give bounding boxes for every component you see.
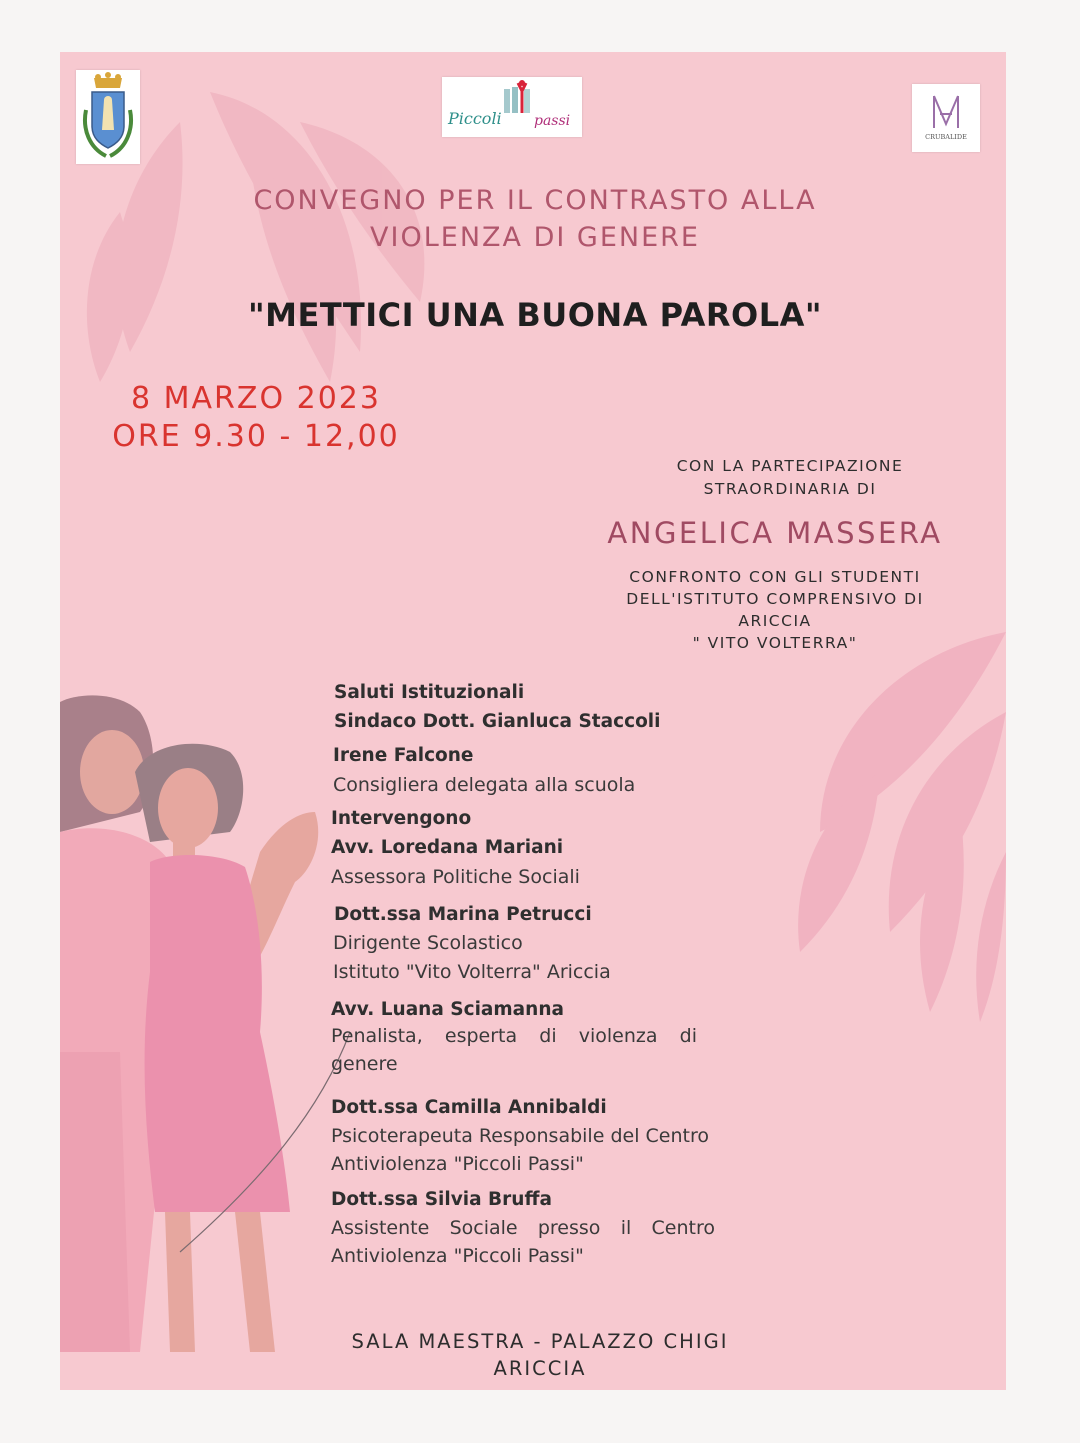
crubalide-logo-text: CRUBALIDE [925,133,967,141]
program-line: Dott.ssa Marina Petrucci [334,904,592,925]
passi-logo-text: passi [534,113,571,129]
comune-crest-icon [76,70,140,164]
crubalide-logo [912,84,980,152]
confronto-line-2: DELL'ISTITUTO COMPRENSIVO DI [626,590,924,608]
program-line: Sindaco Dott. Gianluca Staccoli [334,711,661,732]
event-poster [60,52,1006,1390]
program-line: Istituto "Vito Volterra" Ariccia [333,961,611,983]
participation-line-2: STRAORDINARIA DI [703,480,877,498]
program-line: Avv. Loredana Mariani [331,837,564,858]
venue-line-1: SALA MAESTRA - PALAZZO CHIGI [351,1330,729,1353]
confronto-text [560,566,990,654]
program-line: Antiviolenza "Piccoli Passi" [331,1153,584,1175]
confronto-line-1: CONFRONTO CON GLI STUDENTI [629,568,921,586]
event-date: 8 MARZO 2023 [131,381,381,416]
event-time: ORE 9.30 - 12,00 [112,419,400,454]
program-line: Antiviolenza "Piccoli Passi" [331,1245,584,1267]
program-line: Avv. Luana Sciamanna [331,999,564,1020]
program-line: Assessora Politiche Sociali [331,866,580,888]
guest-name: ANGELICA MASSERA [607,516,943,550]
comune-crest-logo [76,70,140,164]
title-line-2: VIOLENZA DI GENERE [370,222,700,253]
piccoli-logo-text: Piccoli [448,109,502,128]
program-line: Dott.ssa Silvia Bruffa [331,1189,552,1210]
leaf-decoration-right [798,632,1006,1022]
program-line: Dott.ssa Camilla Annibaldi [331,1097,607,1118]
program-line: Intervengono [331,808,472,829]
program-line: Dirigente Scolastico [333,932,523,954]
venue [210,1328,870,1382]
participation-line-1: CON LA PARTECIPAZIONE [676,457,904,475]
program-line: Assistente Sociale presso il Centro [331,1217,715,1239]
program-line: Irene Falcone [333,745,474,766]
confronto-line-4: " VITO VOLTERRA" [692,634,858,652]
venue-line-2: ARICCIA [493,1357,587,1380]
program-line: Psicoterapeuta Responsabile del Centro [331,1125,709,1147]
event-subtitle: "METTICI UNA BUONA PAROLA" [247,296,823,334]
confronto-line-3: ARICCIA [738,612,812,630]
woman-figure-front [135,744,290,1352]
piccoli-passi-logo [442,77,582,137]
program-line: Consigliera delegata alla scuola [333,774,636,796]
crubalide-emblem-icon [912,84,980,152]
program-line: Saluti Istituzionali [334,682,525,703]
program-line: Penalista, esperta di violenza di [331,1025,697,1047]
title-line-1: CONVEGNO PER IL CONTRASTO ALLA [253,185,817,216]
participation-text [620,455,960,501]
program-line: genere [331,1053,398,1075]
